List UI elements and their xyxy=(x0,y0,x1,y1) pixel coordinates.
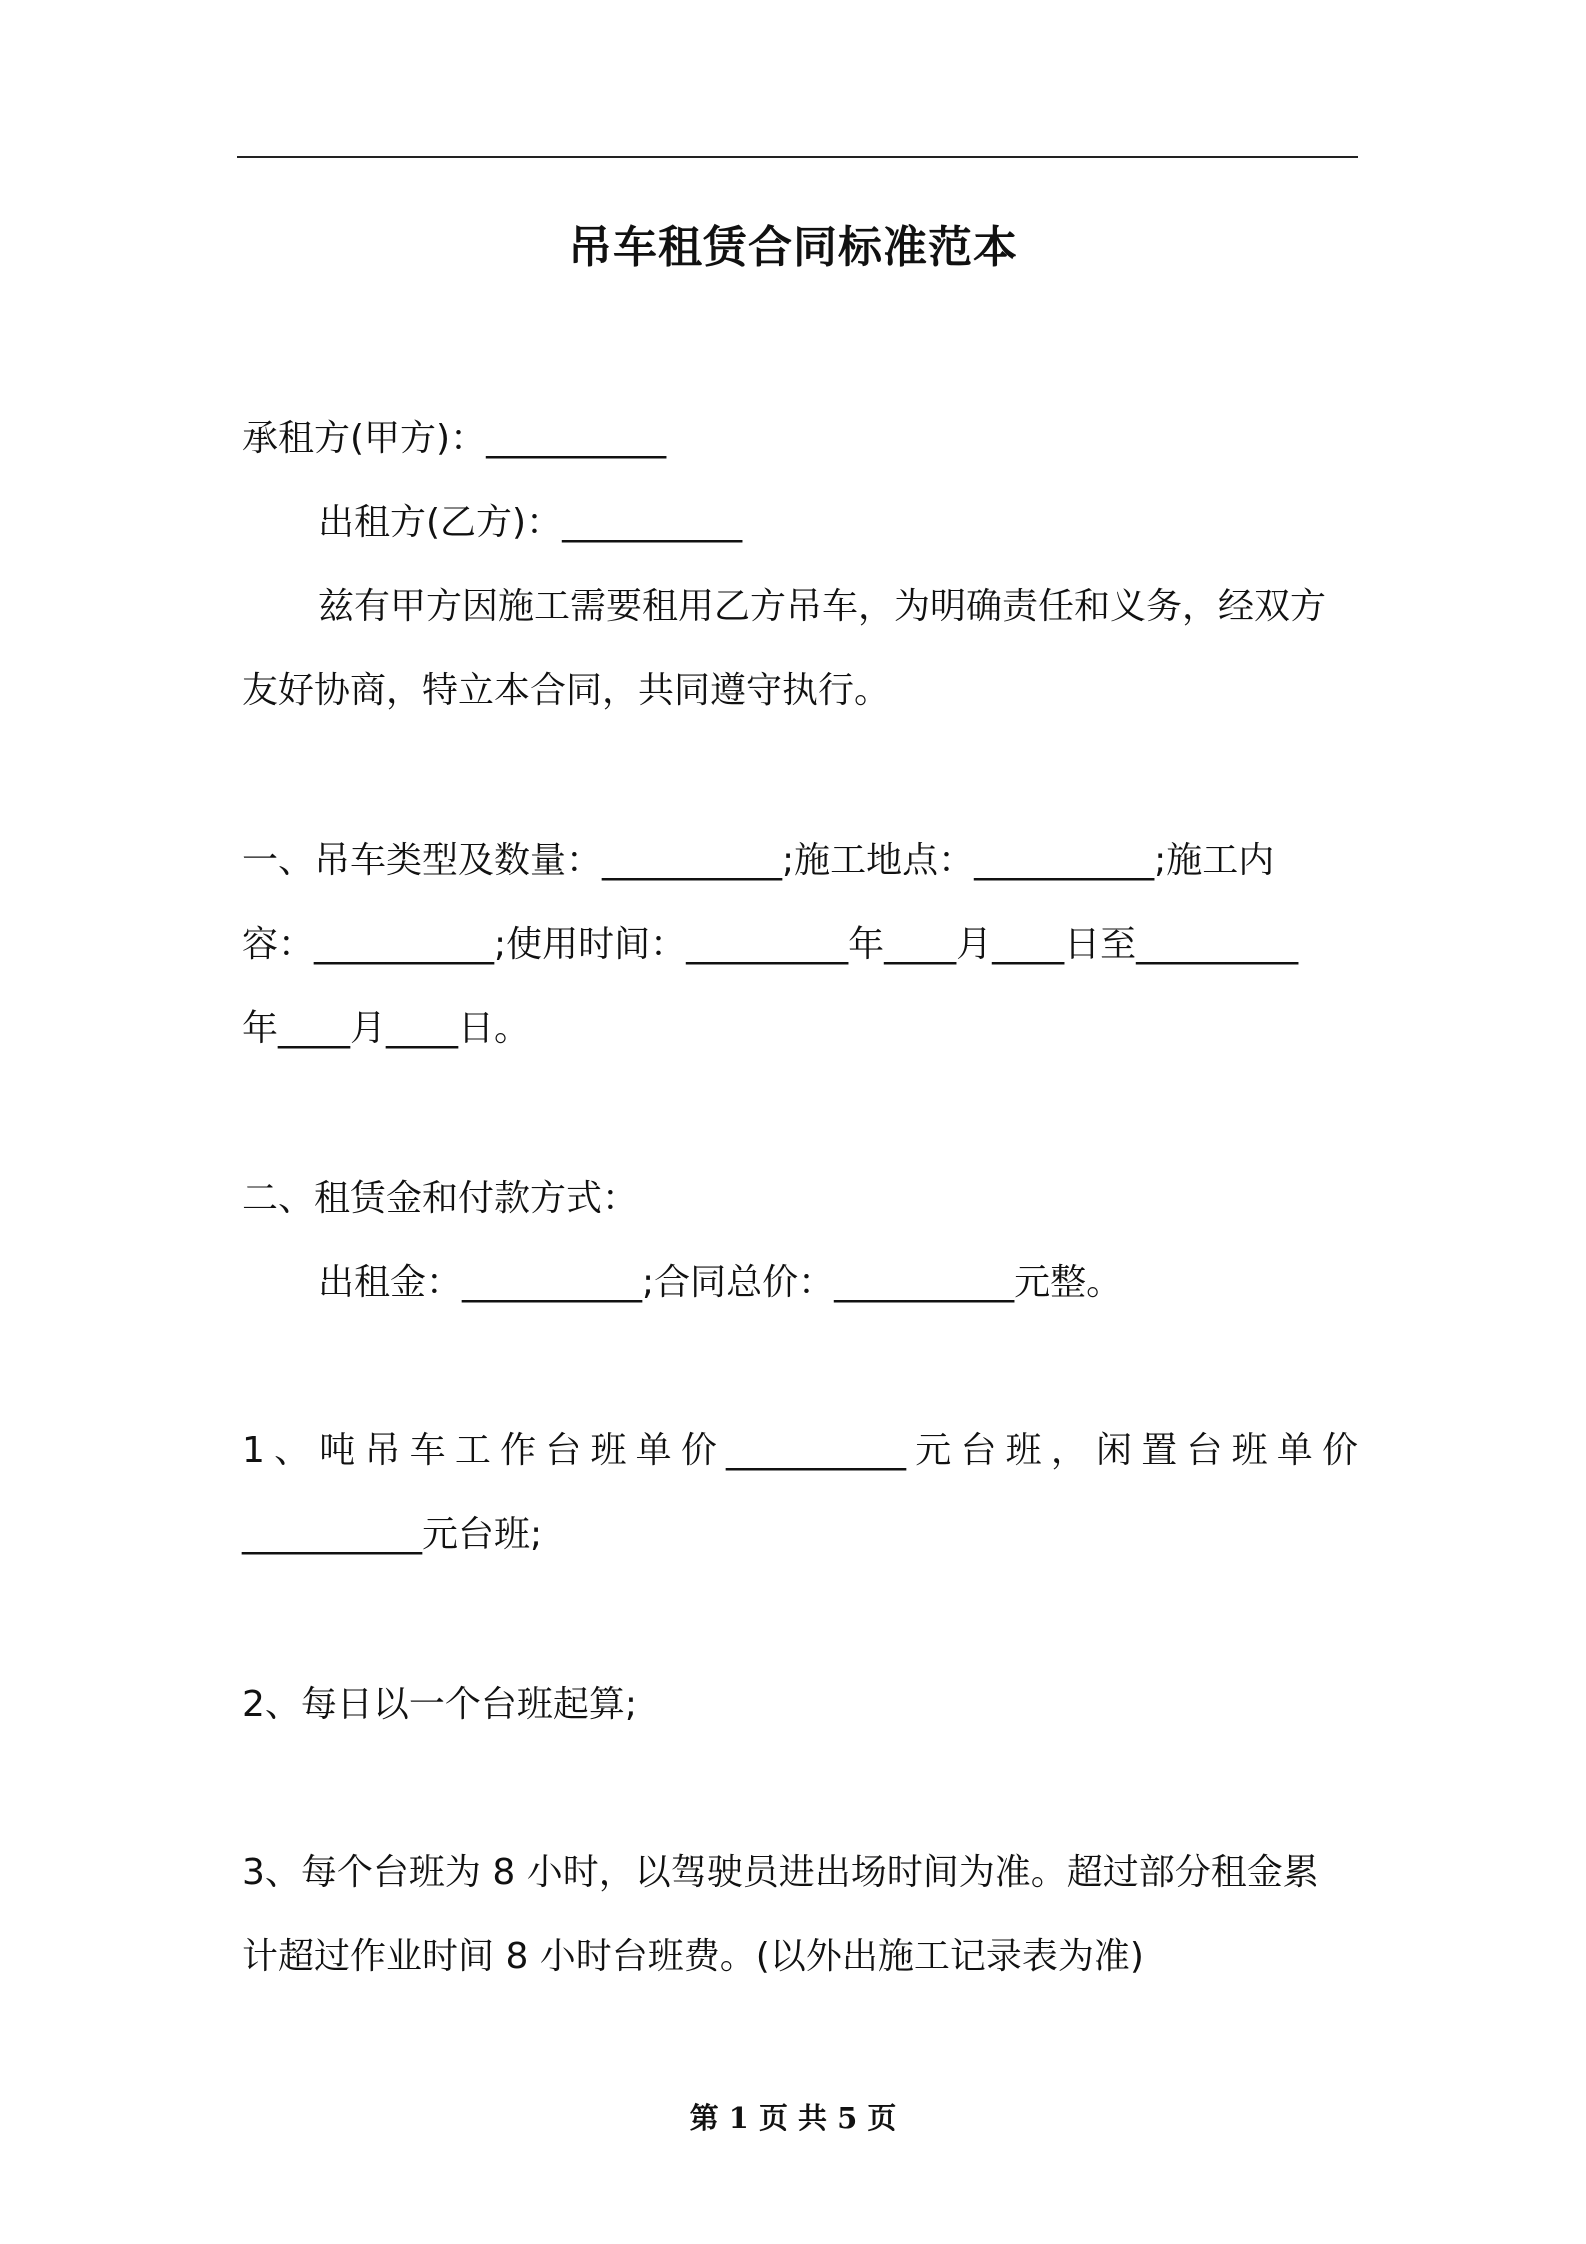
preamble-line-2: 友好协商，特立本合同，共同遵守执行。 xyxy=(242,670,891,711)
section-2-rent-line: 出租金：__________;合同总价：__________元整。 xyxy=(318,1262,1123,1303)
section-2-heading: 二、租赁金和付款方式： xyxy=(242,1178,639,1219)
clause-2-line: 2、每日以一个台班起算; xyxy=(242,1684,638,1725)
clause-3-line-2: 计超过作业时间 8 小时台班费。(以外出施工记录表为准) xyxy=(242,1936,1144,1977)
lessee-line: 承租方(甲方)：__________ xyxy=(242,418,667,459)
page-number: 第 1 页 共 5 页 xyxy=(689,2101,897,2135)
section-1-line-3: 年____月____日。 xyxy=(242,1008,531,1049)
section-1-line-1: 一、吊车类型及数量：__________;施工地点：__________;施工内 xyxy=(242,840,1275,881)
section-1-line-2: 容：__________;使用时间：_________年____月____日至_________ xyxy=(242,924,1299,965)
clause-1-line-1: 1、吨吊车工作台班单价__________元台班，闲置台班单价 xyxy=(242,1430,1358,1471)
header-rule xyxy=(237,156,1358,158)
clause-1-line-2: __________元台班; xyxy=(242,1514,543,1555)
preamble-line-1: 兹有甲方因施工需要租用乙方吊车，为明确责任和义务，经双方 xyxy=(318,586,1327,627)
document-title: 吊车租赁合同标准范本 xyxy=(568,222,1018,273)
lessor-line: 出租方(乙方)：__________ xyxy=(318,502,743,543)
clause-3-line-1: 3、每个台班为 8 小时，以驾驶员进出场时间为准。超过部分租金累 xyxy=(242,1852,1319,1893)
